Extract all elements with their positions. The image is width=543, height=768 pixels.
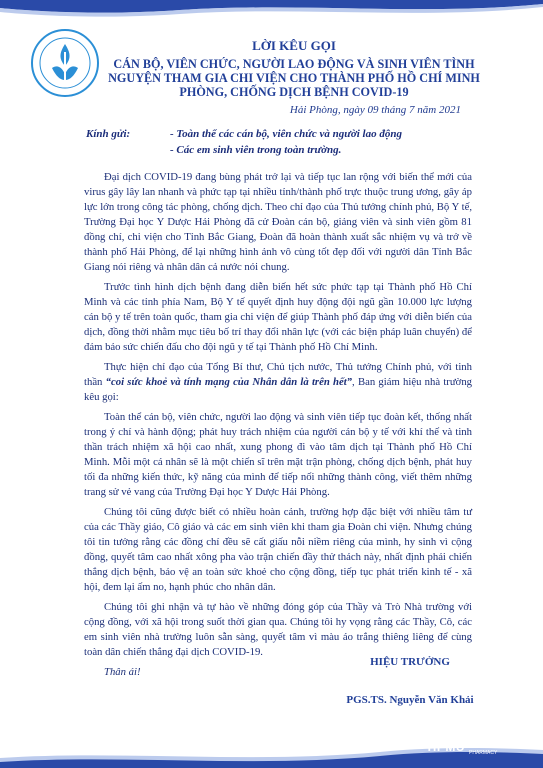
footer-brand-fullname: HAI PHONG UNIVERSITY OF MEDICINE AND PHARMACY — [469, 738, 529, 756]
paragraph-6: Chúng tôi ghi nhận và tự hào về những đóng góp của Thầy và Trò Nhà trường với cộng đồng, với xã hội trong suốt thời gian qua. Chúng tôi hy vọng rằng các Thầy, Cô, các em sinh viên nhà trường luôn sẵn sàng, quyết tâm vì màu áo trắng thiêng liêng để cùng toàn dân chiến thắng đại dịch COVID-19. — [84, 601, 472, 658]
recipient-line-2: - Các em sinh viên trong toàn trường. — [170, 144, 342, 156]
signer-name: PGS.TS. Nguyễn Văn Khải — [346, 694, 474, 706]
salutation-block — [86, 126, 402, 158]
paragraph-2: Trước tình hình dịch bệnh đang diễn biến hết sức phức tạp tại Thành phố Hồ Chí Minh và các tỉnh phía Nam, Bộ Y tế quyết định huy động đội ngũ gần 10.000 lực lượng cán bộ y tế trên toàn quốc, tham gia chi viện để giúp Thành phố đáp ứng với diễn biến của dịch, đồng thời nhằm mục tiêu bố trí thay đổi nhân lực (với các biện pháp luân chuyển) để đảm bảo sức chiến đấu cho đội ngũ y tế tại Thành phố Hồ Chí Minh. — [84, 281, 472, 353]
signer-title: HIỆU TRƯỞNG — [370, 656, 450, 668]
paragraph-4: Toàn thể cán bộ, viên chức, người lao động và sinh viên tiếp tục đoàn kết, thống nhất trong ý chí và hành động; phát huy trách nhiệm của người cán bộ y tế với khí thế và tinh thần trách nhiệm xã hội cao nhất, xung phong đi vào tâm dịch tại Thành phố Hồ Chí Minh. Mỗi một cá nhân sẽ là một chiến sĩ trên mặt trận phòng, chống dịch bệnh, phát huy tối đa những kiến thức, kỹ năng của mình để tiếp nối những thành công, viết thêm những trang sử vẻ vang của Trường Đại học Y Dược Hải Phòng. — [84, 411, 472, 498]
footer-brand-mark: HPMU — [427, 740, 465, 754]
paragraph-3-emphasis: “coi sức khoẻ và tính mạng của Nhân dân là trên hết” — [105, 376, 353, 388]
closing-line: Thân ái! — [104, 666, 141, 678]
recipient-line-1: - Toàn thể các cán bộ, viên chức và người lao động — [170, 128, 402, 140]
footer-brand — [428, 738, 529, 756]
dateline: Hải Phòng, ngày 09 tháng 7 năm 2021 — [289, 104, 461, 116]
document-title: LỜI KÊU GỌI — [252, 38, 336, 53]
document-subtitle-line-1: CÁN BỘ, VIÊN CHỨC, NGƯỜI LAO ĐỘNG VÀ SINH VIÊN TÌNH — [113, 57, 475, 71]
university-logo — [30, 28, 100, 98]
salutation-label: Kính gửi: — [86, 128, 131, 140]
paragraph-3-start: Thực hiện chỉ đạo của Tổng Bí thư, Chủ tịch nước, Thủ tướng Chính phủ, với tinh thần — [84, 361, 472, 388]
paragraph-5: Chúng tôi cũng được biết có nhiều hoàn cảnh, trường hợp đặc biệt với nhiều tâm tư của các Thầy giáo, Cô giáo và các em sinh viên khi tham gia Đoàn chi viện. Nhưng chúng tôi tin tưởng rằng các đồng chí đều sẽ cất giấu nỗi niềm riêng của mình, hy sinh vì cộng đồng, quyết tâm cao nhất xông pha vào trận chiến đầy thử thách này, nhất định phải chiến thắng dịch bệnh, bảo vệ an toàn sức khoẻ cho cộng đồng, tiếp tục phát triển kinh tế - xã hội, đem lại ấm no, hạnh phúc cho nhân dân. — [84, 506, 472, 593]
title-block — [104, 38, 484, 99]
document-subtitle-line-3: PHÒNG, CHỐNG DỊCH BỆNH COVID-19 — [179, 85, 409, 99]
letter-body — [84, 170, 472, 685]
paragraph-3-end: , Ban giám hiệu nhà trường kêu gọi: — [84, 376, 473, 403]
document-subtitle-line-2: NGUYỆN THAM GIA CHI VIỆN CHO THÀNH PHỐ HỒ CHÍ MINH — [108, 71, 480, 85]
paragraph-3 — [84, 360, 472, 405]
signature-block — [330, 656, 490, 706]
paragraph-1: Đại dịch COVID-19 đang bùng phát trở lại và tiếp tục lan rộng với biến thể mới của virus gây lây lan nhanh và phức tạp tại nhiều tỉnh/thành phố trực thuộc trung ương, gây áp lực lớn trong công tác phòng, chống dịch. Theo chỉ đạo của Thủ tướng chính phủ, Bộ Y tế, Trường Đại học Y Dược Hải Phòng đã cử Đoàn cán bộ, giảng viên và sinh viên gồm 81 đồng chí, chi viện cho Tỉnh Bắc Giang, Đoàn đã hoàn thành xuất sắc nhiệm vụ và trở về thành phố Hải Phòng, để lại những hình ảnh vô cùng tốt đẹp đối với người dân Tỉnh Bắc Giang nói riêng và nhân dân cả nước nói chung. — [84, 171, 472, 273]
